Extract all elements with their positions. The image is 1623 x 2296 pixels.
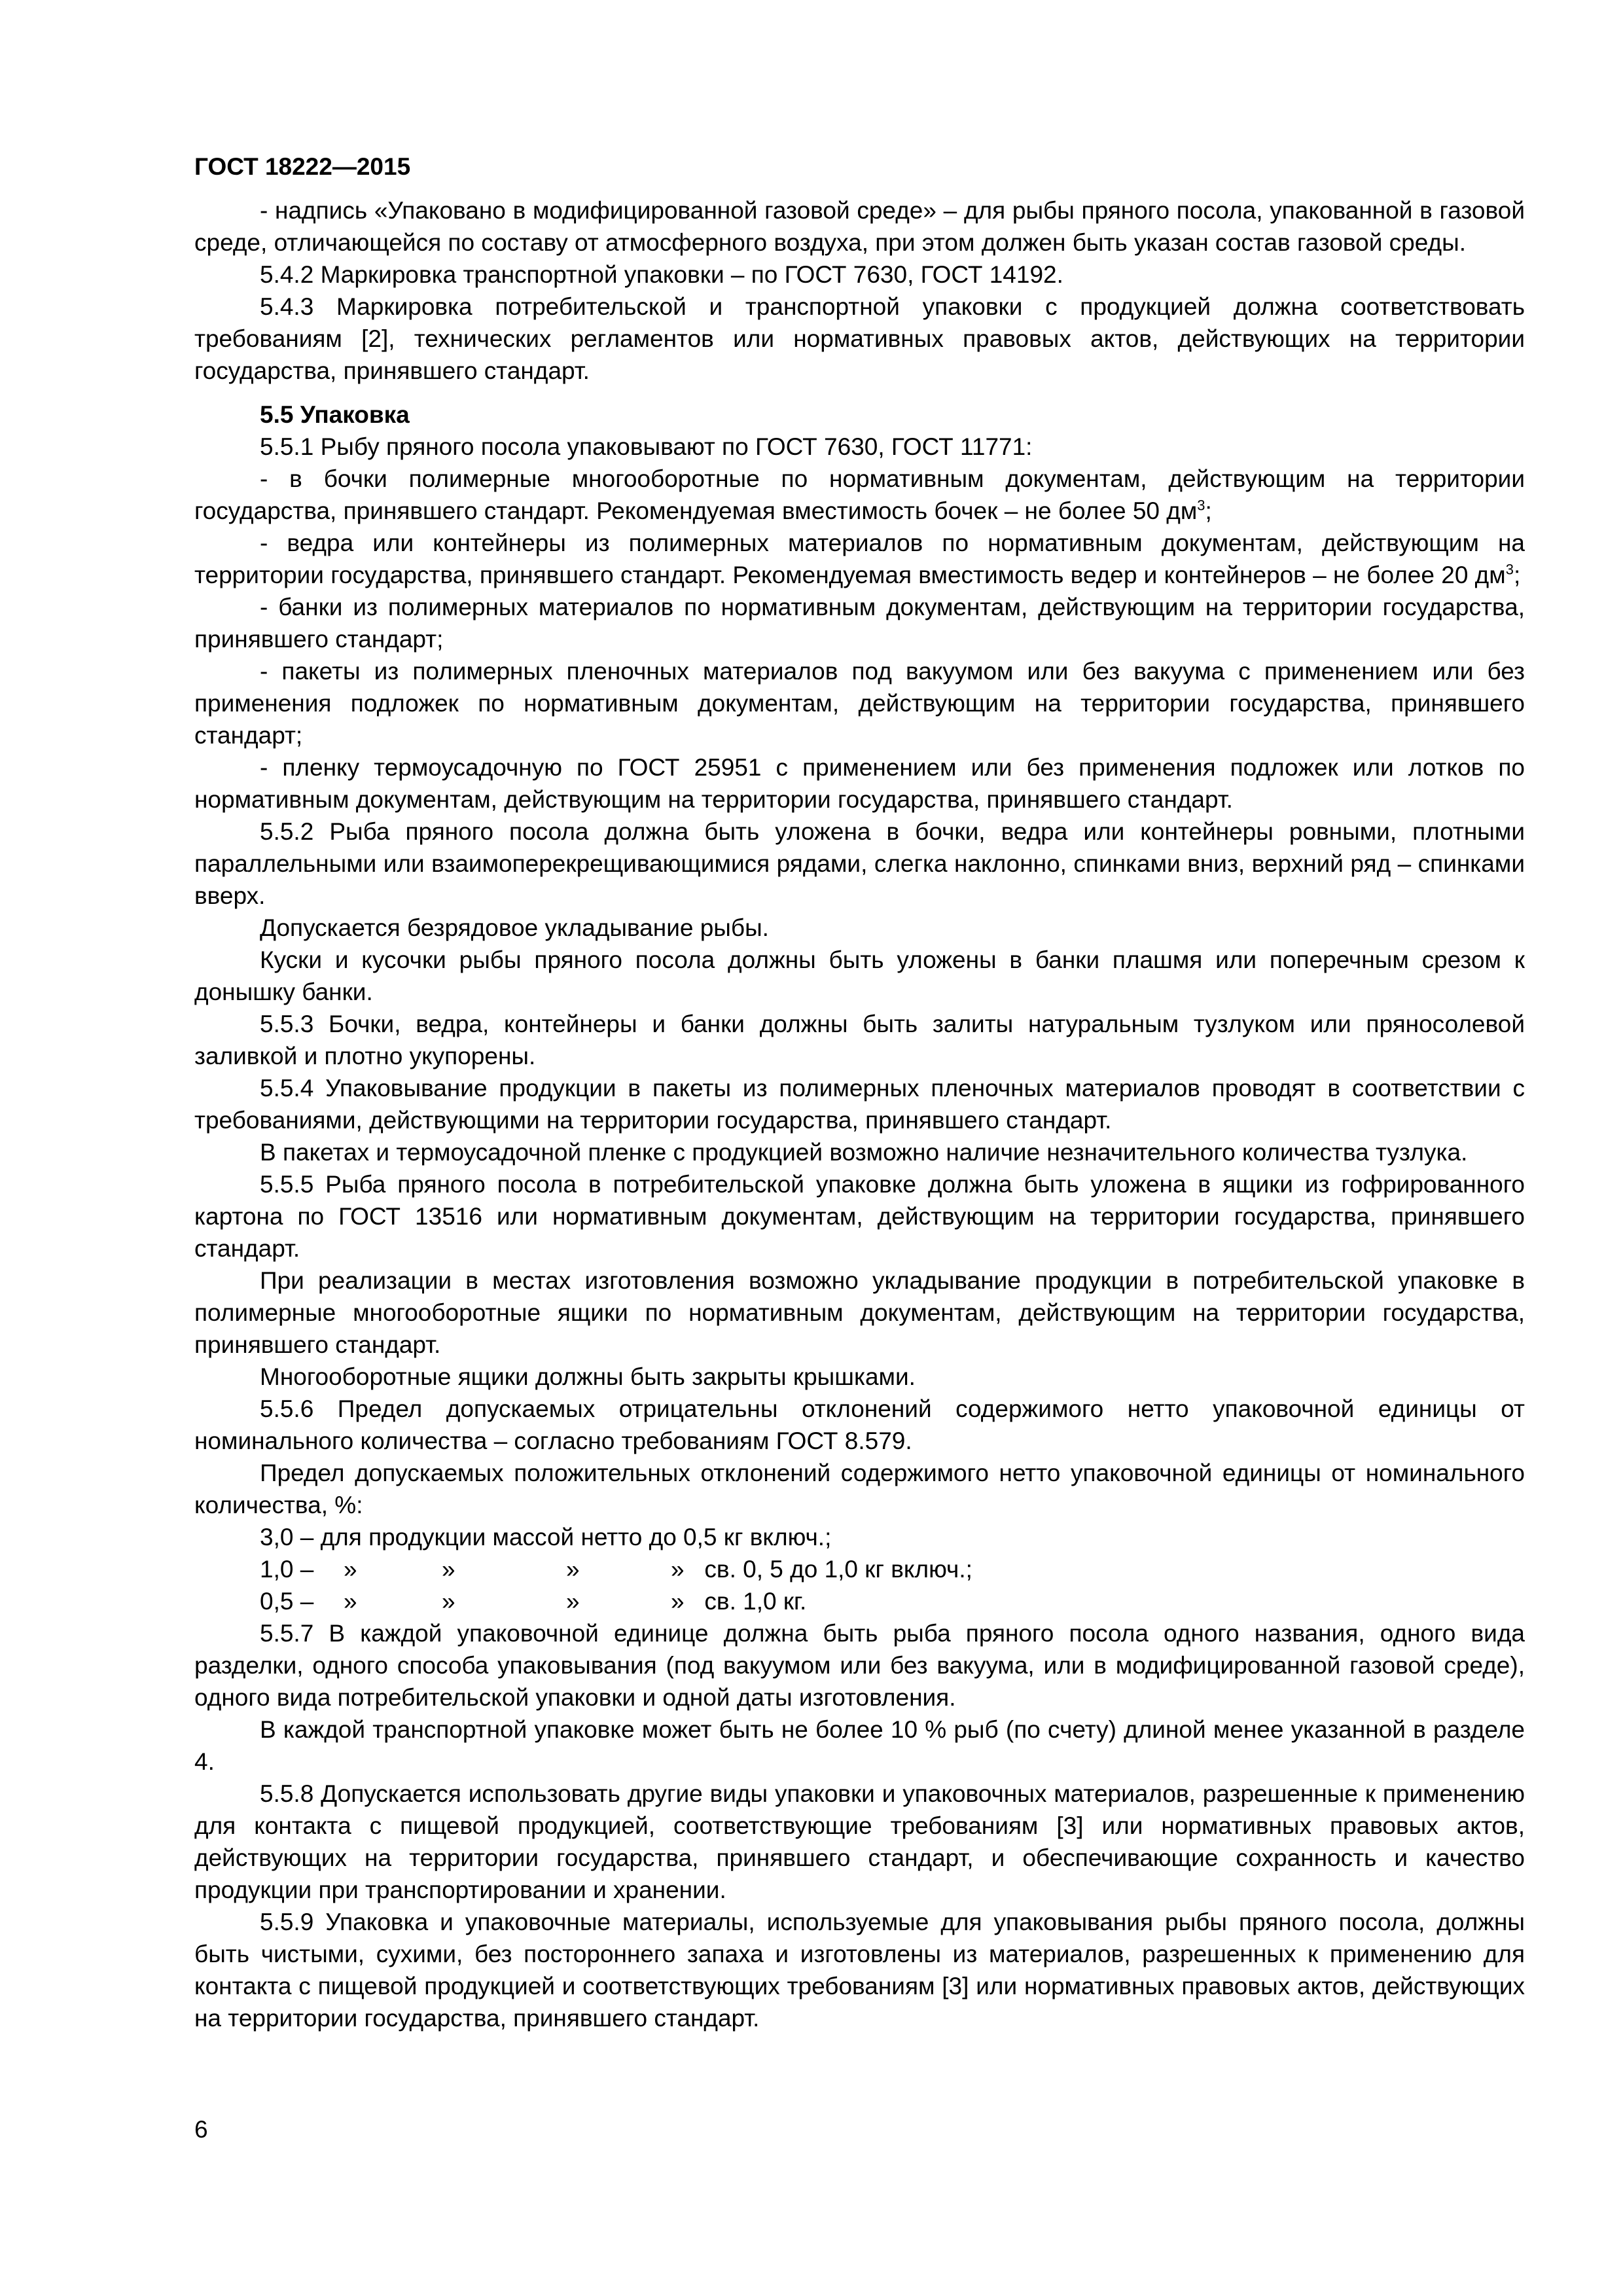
- superscript: 3: [1505, 561, 1514, 578]
- paragraph: - пленку термоусадочную по ГОСТ 25951 с применением или без применения подложек или лотков по нормативным документам, действующим на территории государства, принявшего стандарт.: [194, 754, 1525, 813]
- section-title: 5.5 Упаковка: [260, 401, 410, 428]
- list-item: [194, 527, 1525, 591]
- document-header: ГОСТ 18222—2015: [194, 153, 411, 180]
- paragraph: При реализации в местах изготовления возможно укладывание продукции в потребительской упаковке в полимерные многооборотные ящики по нормативным документам, действующим на территории государства, принявшего стандарт.: [194, 1267, 1525, 1358]
- list-item-end: ;: [1513, 562, 1521, 588]
- paragraph: - банки из полимерных материалов по нормативным документам, действующим на территории государства, принявшего стандарт;: [194, 594, 1525, 653]
- paragraph: 5.5.7 В каждой упаковочной единице должна быть рыба пряного посола одного названия, одного вида разделки, одного способа упаковывания (под вакуумом или без вакуума, или в модифицированной газовой среде), одного вида потребительской упаковки и одной даты изготовления.: [194, 1620, 1525, 1711]
- tolerance-cell: »: [442, 1588, 455, 1615]
- paragraph: Предел допускаемых положительных отклонений содержимого нетто упаковочной единицы от номинального количества, %:: [194, 1460, 1525, 1518]
- paragraph: 5.5.2 Рыба пряного посола должна быть уложена в бочки, ведра или контейнеры ровными, плотными параллельными или взаимоперекрещивающимися рядами, слегка наклонно, спинками вниз, верхний ряд – спинками вверх.: [194, 818, 1525, 909]
- tolerance-cell: » св. 1,0 кг.: [671, 1588, 807, 1615]
- tolerance-cell: »: [442, 1556, 455, 1583]
- paragraph: 5.5.9 Упаковка и упаковочные материалы, используемые для упаковывания рыбы пряного посола, должны быть чистыми, сухими, без постороннего запаха и изготовлены из материалов, разрешенных к применению для контакта с пищевой продукцией и соответствующих требованиям [3] или нормативных правовых актов, действующих на территории государства, принявшего стандарт.: [194, 1909, 1525, 2032]
- tolerance-cell: »: [344, 1556, 357, 1583]
- tolerance-cell: »: [344, 1588, 357, 1615]
- tolerance-cell: »: [566, 1556, 580, 1583]
- document-page: [194, 151, 1525, 2034]
- paragraph: 5.5.3 Бочки, ведра, контейнеры и банки должны быть залиты натуральным тузлуком или пряносолевой заливкой и плотно укупорены.: [194, 1011, 1525, 1069]
- list-item-text: - в бочки полимерные многооборотные по нормативным документам, действующим на территории государства, принявшего стандарт. Рекомендуемая вместимость бочек – не более 50 дм: [194, 465, 1525, 524]
- paragraph: В пакетах и термоусадочной пленке с продукцией возможно наличие незначительного количества тузлука.: [260, 1139, 1468, 1166]
- paragraph: 5.5.1 Рыбу пряного посола упаковывают по ГОСТ 7630, ГОСТ 11771:: [260, 433, 1033, 460]
- paragraph: 5.4.2 Маркировка транспортной упаковки – по ГОСТ 7630, ГОСТ 14192.: [260, 261, 1063, 288]
- paragraph: - надпись «Упаковано в модифицированной газовой среде» – для рыбы пряного посола, упакованной в газовой среде, отличающейся по составу от атмосферного воздуха, при этом должен быть указан состав газовой среды.: [194, 197, 1525, 256]
- paragraph: - пакеты из полимерных пленочных материалов под вакуумом или без вакуума с применением или без применения подложек по нормативным документам, действующим на территории государства, принявшего стандарт;: [194, 658, 1525, 749]
- page-number: 6: [194, 2116, 208, 2143]
- tolerance-row: [194, 1553, 1525, 1585]
- paragraph: Куски и кусочки рыбы пряного посола должны быть уложены в банки плашмя или поперечным срезом к донышку банки.: [194, 946, 1525, 1005]
- paragraph: 5.5.5 Рыба пряного посола в потребительской упаковке должна быть уложена в ящики из гофрированного картона по ГОСТ 13516 или нормативным документам, действующим на территории государства, принявшего стандарт.: [194, 1171, 1525, 1262]
- tolerance-cell: 1,0 –: [260, 1556, 314, 1583]
- paragraph: 5.5.8 Допускается использовать другие виды упаковки и упаковочных материалов, разрешенные к применению для контакта с пищевой продукцией, соответствующие требованиям [3] или нормативных правовых актов, действующих на территории государства, принявшего стандарт, и обеспечивающие сохранность и качество продукции при транспортировании и хранении.: [194, 1780, 1525, 1903]
- tolerance-cell: 0,5 –: [260, 1588, 314, 1615]
- list-item-text: - ведра или контейнеры из полимерных материалов по нормативным документам, действующим на территории государства, принявшего стандарт. Рекомендуемая вместимость ведер и контейнеров – не более 20 дм: [194, 529, 1525, 588]
- tolerance-cell: »: [566, 1588, 580, 1615]
- tolerance-cell: » св. 0, 5 до 1,0 кг включ.;: [671, 1556, 972, 1583]
- paragraph: В каждой транспортной упаковке может быть не более 10 % рыб (по счету) длиной менее указанной в разделе 4.: [194, 1716, 1525, 1775]
- paragraph: 5.5.4 Упаковывание продукции в пакеты из полимерных пленочных материалов проводят в соответствии с требованиями, действующими на территории государства, принявшего стандарт.: [194, 1075, 1525, 1134]
- superscript: 3: [1197, 497, 1205, 514]
- tolerance-cell: 3,0 – для продукции массой нетто до 0,5 кг включ.;: [260, 1524, 832, 1551]
- paragraph: 5.4.3 Маркировка потребительской и транспортной упаковки с продукцией должна соответствовать требованиям [2], технических регламентов или нормативных правовых актов, действующих на территории государства, принявшего стандарт.: [194, 293, 1525, 384]
- tolerance-row: [194, 1585, 1525, 1617]
- list-item: [194, 463, 1525, 527]
- paragraph: Многооборотные ящики должны быть закрыты крышками.: [260, 1363, 916, 1390]
- tolerance-row: [194, 1521, 1525, 1553]
- paragraph: 5.5.6 Предел допускаемых отрицательны отклонений содержимого нетто упаковочной единицы от номинального количества – согласно требованиям ГОСТ 8.579.: [194, 1395, 1525, 1454]
- paragraph: Допускается безрядовое укладывание рыбы.: [260, 914, 769, 941]
- list-item-end: ;: [1205, 497, 1212, 524]
